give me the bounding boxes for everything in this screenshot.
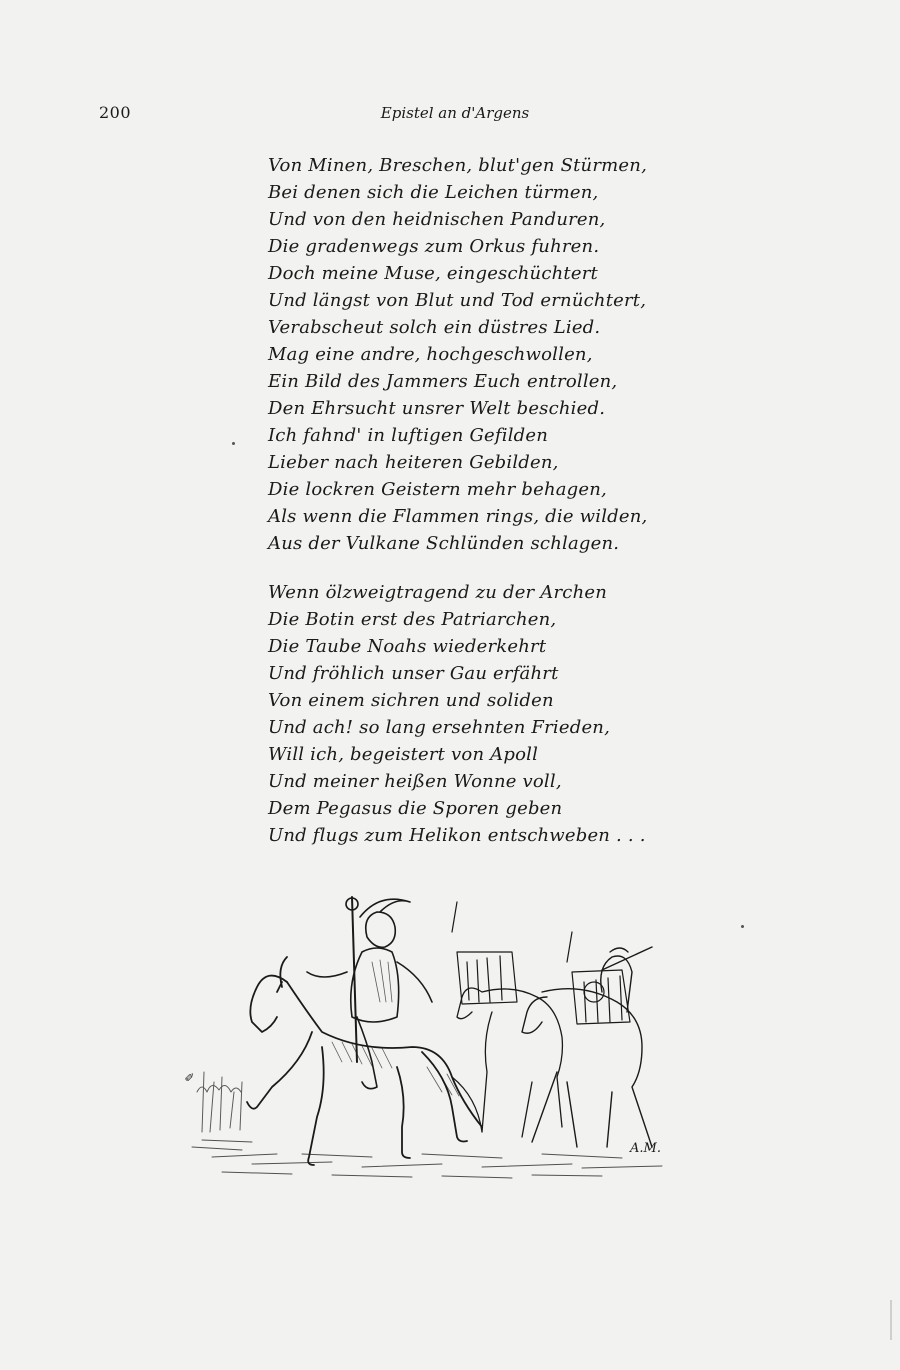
verse-line: Will ich, begeistert von Apoll [268, 744, 539, 765]
verse-line: Die Botin erst des Patriarchen, [268, 609, 557, 630]
print-speck [741, 925, 744, 928]
verse-line: Lieber nach heiteren Gebilden, [268, 452, 559, 473]
verse-line: Die lockren Geistern mehr behagen, [268, 479, 607, 500]
verse-line: Und flugs zum Helikon entschweben . . . [268, 825, 646, 846]
verse-line: Ein Bild des Jammers Euch entrollen, [268, 371, 618, 392]
verse-line: Die Taube Noahs wiederkehrt [268, 636, 547, 657]
page-edge-mark [890, 1300, 892, 1340]
verse-line: Mag eine andre, hochgeschwollen, [268, 344, 593, 365]
verse-line: Und ach! so lang ersehnten Frieden, [268, 717, 611, 738]
bush-sketch [197, 1072, 242, 1132]
verse-line: Als wenn die Flammen rings, die wilden, [268, 506, 648, 527]
verse-line: Und von den heidnischen Panduren, [268, 209, 606, 230]
stanza-1 [268, 152, 647, 557]
verse-line: Und meiner heißen Wonne voll, [268, 771, 562, 792]
verse-line: Von Minen, Breschen, blut'gen Stürmen, [268, 155, 647, 176]
verse-line: Von einem sichren und soliden [268, 690, 554, 711]
ground-hatching [192, 1140, 662, 1178]
running-head: Epistel an d'Argens [380, 104, 530, 122]
main-horse [247, 957, 482, 1165]
banner-flags [452, 902, 630, 1024]
cavalry-procession-illustration [182, 892, 682, 1192]
verse-line: Aus der Vulkane Schlünden schlagen. [268, 533, 620, 554]
verse-line: Und fröhlich unser Gau erfährt [268, 663, 559, 684]
verse-line: Wenn ölzweigtragend zu der Archen [268, 582, 608, 603]
verse-line: Ich fahnd' in luftigen Gefilden [268, 425, 549, 446]
print-speck [232, 442, 235, 445]
shading-strokes [332, 960, 459, 1096]
trumpeter-rider [522, 947, 652, 1147]
illustrator-signature: A.M. [630, 1141, 661, 1156]
verse-line: Doch meine Muse, eingeschüchtert [268, 263, 598, 284]
verse-line: Und längst von Blut und Tod ernüchtert, [268, 290, 647, 311]
main-rider [307, 897, 432, 1089]
verse-line: Den Ehrsucht unsrer Welt beschied. [268, 398, 606, 419]
verse-line: Verabscheut solch ein düstres Lied. [268, 317, 601, 338]
verse-line: Die gradenwegs zum Orkus fuhren. [268, 236, 600, 257]
svg-text:✎: ✎ [183, 1071, 197, 1082]
stanza-2 [268, 579, 646, 849]
page-number: 200 [99, 103, 132, 122]
verse-line: Dem Pegasus die Sporen geben [268, 798, 563, 819]
verse-line: Bei denen sich die Leichen türmen, [268, 182, 599, 203]
